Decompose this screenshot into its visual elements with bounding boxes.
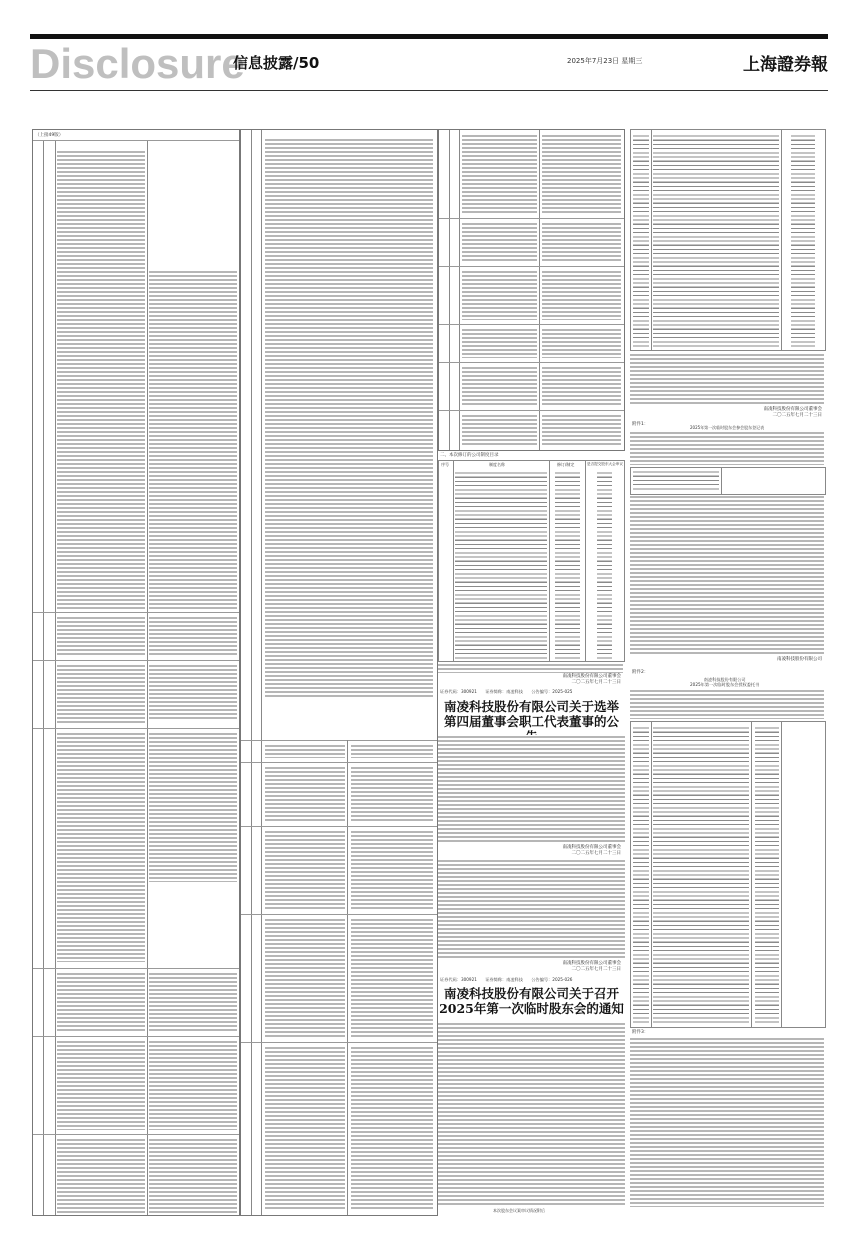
continuation-label: （上接49版） [35,133,64,138]
notice-2-body [438,1022,625,1207]
attachment-2-label: 附件2： [632,670,649,675]
issue-date: 2025年7月23日 星期三 [567,57,643,65]
column-1-comparison-table [32,129,240,1216]
masthead-top-rule [30,34,828,39]
section-label: 信息披露/50 [233,54,320,72]
attachment-1-label: 附件1： [632,422,649,427]
notice-2-code: 证券代码：300921 证券简称：南凌科技 公告编号：2025-026 [440,977,573,982]
notice-1-code: 证券代码：300921 证券简称：南凌科技 公告编号：2025-025 [440,689,573,694]
masthead [30,42,828,86]
receipt-title: 2025年第一次临时股东会参会股东登记表 [690,425,765,430]
column-3: 二、本次修订的公司制度目录 序号 制度名称 修订/制定 是否提交股东大会审议 南凌科技股份有限公司董事会 二〇二五年七月二十三日 证券代码：300921 证券简称：南凌科技 公告编号：2025-025 南凌科技股份有限公司关于选举 第四届董事会职工代表董事的公 南凌科技股份有限公司董事会 二〇二五年七月二十三日 南凌科技股份有限公司董事会 二〇二五年七月二十三日 证券代码：300921 证券简称：南凌科技 公告编号：2025-026 南凌科技股份有限公司关于召开 2025年第一次临时股东会的通知 本次股东会议案审议情况附后 [438,129,625,1214]
proposal-table-1 [630,129,826,351]
notice-2-title: 南凌科技股份有限公司关于召开 2025年第一次临时股东会的通知 [439,986,624,1016]
footer-note: 本次股东会议案审议情况附后 [493,1208,545,1213]
attachment-3-label: 附件3： [632,1030,649,1035]
column-4: 南凌科技股份有限公司董事会 二〇二五年七月二十三日 附件1： 2025年第一次临时股东会参会股东登记表 南凌科技股份有限公司 附件2： 南凌科技股份有限公司 2025年第一次临时股东会授权委托书 附件3： [630,129,826,1214]
signoff-2: 南凌科技股份有限公司董事会 二〇二五年七月二十三日 [562,845,621,856]
policy-list-table: 序号 制度名称 修订/制定 是否提交股东大会审议 [438,460,625,662]
column-3-comparison-table [438,129,625,451]
masthead-title: Disclosure [30,40,245,87]
signoff-1: 南凌科技股份有限公司董事会 二〇二五年七月二十三日 [562,674,621,685]
policy-list-title: 二、本次修订的公司制度目录 [440,453,499,458]
notice-1-body [438,735,625,843]
clause-text-after [149,270,237,610]
clause-text-before [57,150,145,610]
proxy-title: 南凌科技股份有限公司 2025年第一次临时股东会授权委托书 [690,677,760,687]
proposal-table-2 [630,721,826,1028]
column-2-comparison-table [240,129,438,1216]
notice-1-title: 南凌科技股份有限公司关于选举 第四届董事会职工代表董事的公 [443,699,619,729]
newspaper-name: 上海證券報 [743,55,828,75]
masthead-bottom-rule [30,90,828,91]
